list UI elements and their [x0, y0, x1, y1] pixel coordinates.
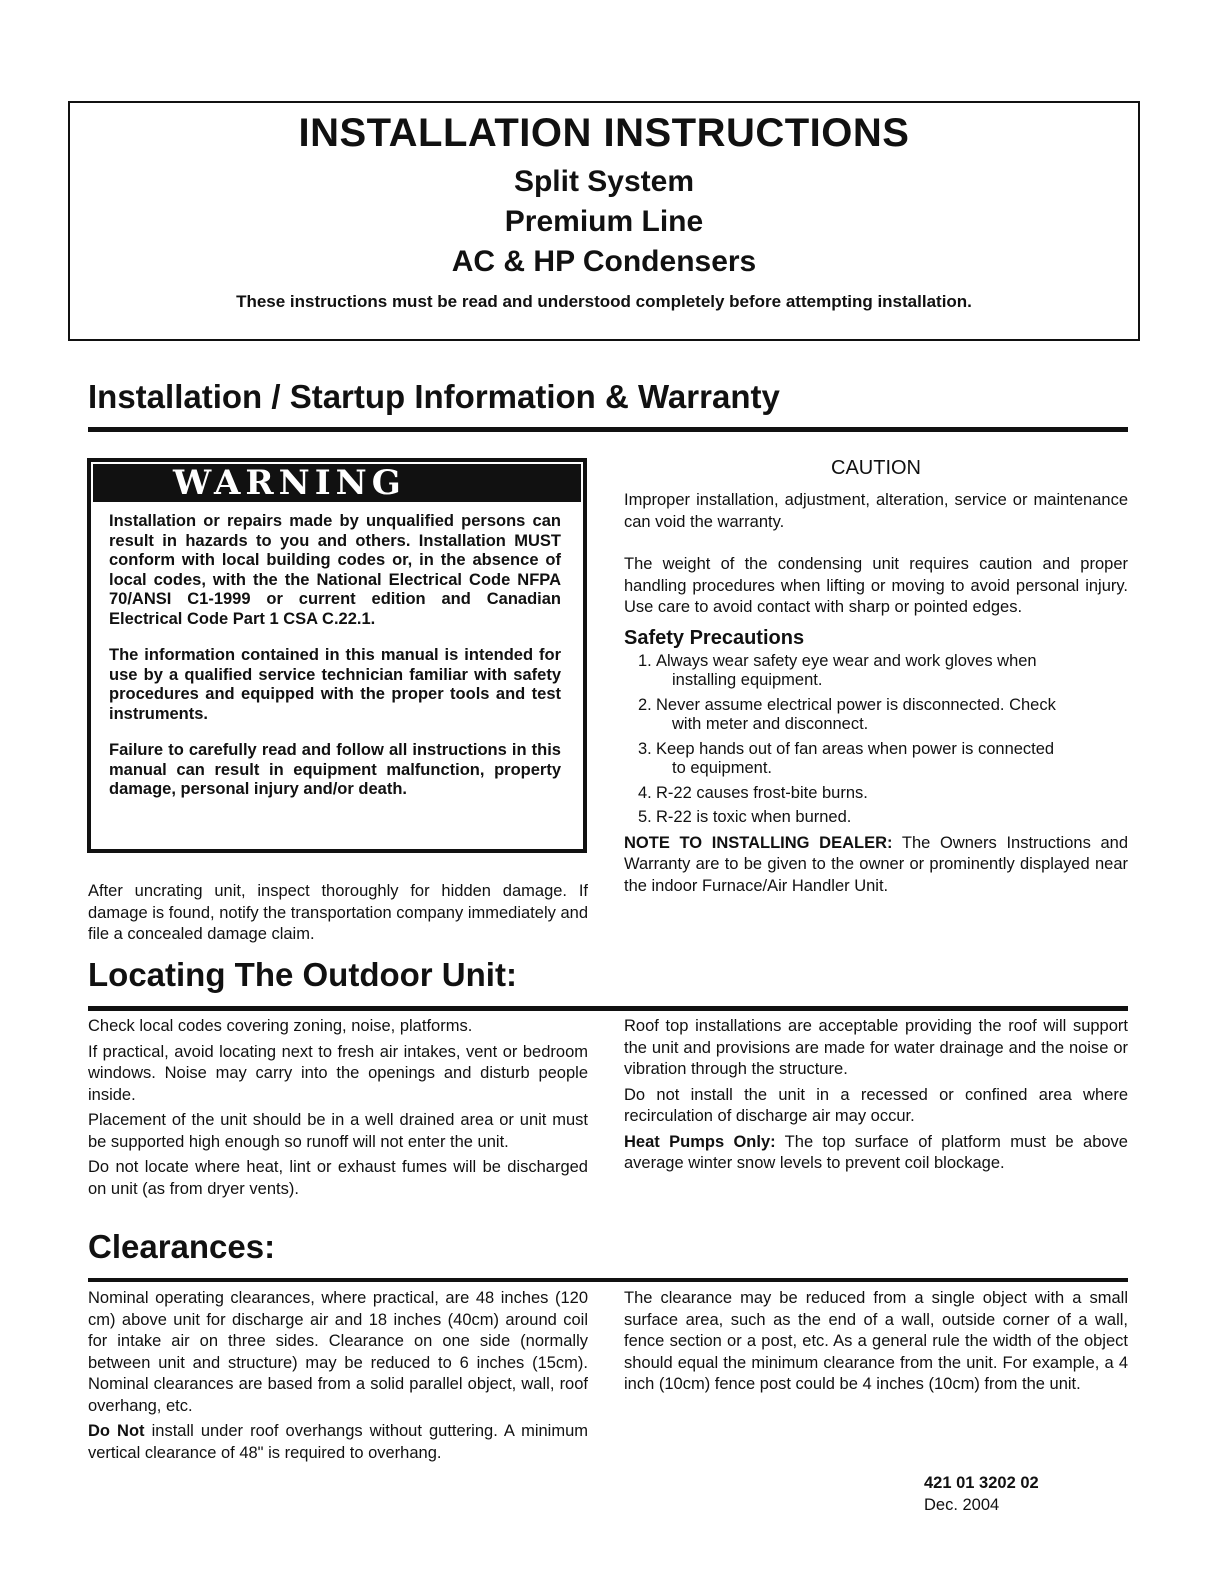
section-divider	[88, 1278, 1128, 1282]
title-box	[68, 101, 1140, 341]
warning-paragraph: The information contained in this manual is intended for use by a qualified service technician familiar with safety procedures and equipped with the proper tools and test instruments.	[109, 646, 561, 723]
dealer-note-label: NOTE TO INSTALLING DEALER:	[624, 833, 893, 852]
caution-paragraph: The weight of the condensing unit requires caution and proper handling procedures when lifting or moving to avoid personal injury. Use care to avoid contact with sharp or pointed edges.	[624, 555, 1128, 616]
subtitle-premium-line: Premium Line	[504, 205, 704, 238]
list-item: 4. R-22 causes frost-bite burns.	[638, 783, 868, 802]
locating-paragraph: Do not install the unit in a recessed or confined area where recirculation of discharge air may occur.	[624, 1085, 1128, 1125]
heat-pump-note	[624, 1132, 1128, 1175]
locating-paragraph: Do not locate where heat, lint or exhaust fumes will be discharged on unit (as from dryer vents).	[88, 1158, 588, 1198]
list-item: 1. Always wear safety eye wear and work gloves when installing equipment.	[638, 651, 1037, 689]
caution-paragraph: Improper installation, adjustment, alteration, service or maintenance can void the warranty.	[624, 491, 1128, 531]
read-instructions-note: These instructions must be read and understood completely before attempting installation.	[236, 292, 972, 311]
section-divider	[88, 427, 1128, 432]
list-item: 3. Keep hands out of fan areas when power is connected to equipment.	[638, 739, 1055, 777]
clearances-paragraph: The clearance may be reduced from a single object with a small surface area, such as the end of a wall, outside corner of a wall, fence section or a post, etc. As a general rule the width of the object should equal the minimum clearance from the unit. For example, a 4 inch (10cm) fence post could be 4 inches (10cm) from the unit.	[624, 1289, 1128, 1393]
warning-banner: WARNING	[93, 464, 581, 502]
locating-paragraph: Roof top installations are acceptable providing the roof will support the unit and provisions are made for water drainage and the noise or vibration through the structure.	[624, 1017, 1128, 1078]
caution-heading: CAUTION	[831, 457, 921, 479]
section-heading-locating: Locating The Outdoor Unit:	[88, 956, 517, 993]
list-item: 5. R-22 is toxic when burned.	[638, 808, 852, 826]
locating-left-column	[88, 1016, 588, 1204]
document-number: 421 01 3202 02	[924, 1474, 1039, 1492]
warning-paragraph: Installation or repairs made by unqualified persons can result in hazards to you and others. Installation MUST conform with local building codes or, in the absence of local codes, with the the National Electrical Code NFPA 70/ANSI C1-1999 or current edition and Canadian Electrical Code Part 1 CSA C.22.1.	[109, 512, 561, 628]
warning-box	[87, 458, 587, 853]
safety-list	[624, 652, 1128, 828]
subtitle-split-system: Split System	[513, 165, 695, 198]
heat-pump-text: The top surface of platform must be above average winter snow levels to prevent coil blockage.	[624, 1132, 1128, 1172]
list-item: 2. Never assume electrical power is disconnected. Check with meter and disconnect.	[638, 695, 1056, 733]
dealer-note-text: The Owners Instructions and Warranty are to be given to the owner or prominently displayed near the indoor Furnace/Air Handler Unit.	[624, 833, 1129, 895]
caution-column	[624, 457, 1128, 901]
clearances-left-column	[88, 1288, 588, 1468]
subtitle-condensers: AC & HP Condensers	[451, 245, 757, 278]
section-divider	[88, 1006, 1128, 1011]
warning-paragraph: Failure to carefully read and follow all instructions in this manual can result in equipment malfunction, property damage, personal injury and/or death.	[109, 741, 561, 798]
do-not-text: install under roof overhangs without guttering. A minimum vertical clearance of 48" is required to overhang.	[88, 1422, 588, 1462]
do-not-label: Do Not	[88, 1422, 145, 1440]
uncrating-paragraph	[88, 881, 588, 950]
uncrating-text: After uncrating unit, inspect thoroughly for hidden damage. If damage is found, notify the transportation company immediately and file a concealed damage claim.	[88, 882, 588, 943]
document-date: Dec. 2004	[924, 1496, 1000, 1514]
do-not-note	[88, 1421, 588, 1464]
dealer-note	[624, 833, 1128, 898]
safety-precautions-heading: Safety Precautions	[624, 626, 805, 649]
locating-right-column	[624, 1016, 1128, 1179]
locating-paragraph: Check local codes covering zoning, noise, platforms.	[88, 1017, 473, 1035]
locating-paragraph: Placement of the unit should be in a well drained area or unit must be supported high enough so runoff will not enter the unit.	[88, 1111, 588, 1151]
clearances-paragraph: Nominal operating clearances, where practical, are 48 inches (120 cm) above unit for discharge air and 18 inches (40cm) around coil for intake air on three sides. Clearance on one side (normally between unit and structure) may be reduced to 6 inches (15cm). Nominal clearances are based from a solid parallel object, wall, roof overhang, etc.	[88, 1289, 588, 1415]
document-title: INSTALLATION INSTRUCTIONS	[298, 111, 910, 155]
section-heading-clearances: Clearances:	[88, 1228, 276, 1265]
section-heading-installation: Installation / Startup Information & Warranty	[88, 378, 780, 415]
heat-pump-label: Heat Pumps Only:	[624, 1132, 776, 1151]
clearances-right-column	[624, 1288, 1128, 1400]
locating-paragraph: If practical, avoid locating next to fresh air intakes, vent or bedroom windows. Noise may carry into the openings and disturb people inside.	[88, 1042, 588, 1104]
